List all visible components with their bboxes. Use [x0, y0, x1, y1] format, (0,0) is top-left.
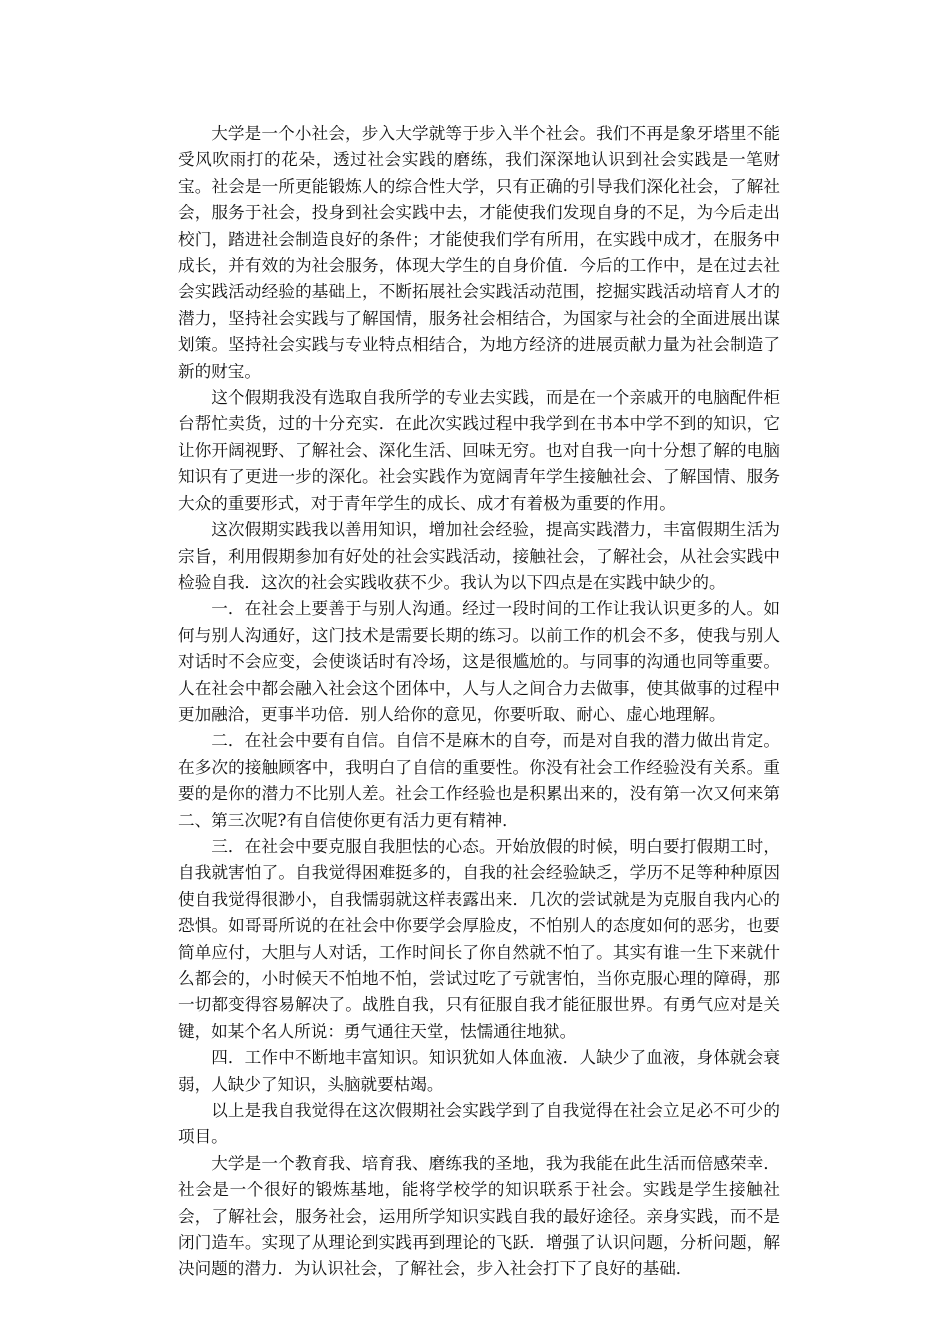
document-page	[178, 121, 780, 1283]
paragraph-conclusion: 大学是一个教育我、培育我、磨练我的圣地，我为我能在此生活而倍感荣幸．社会是一个很好的锻炼基地，能将学校学的知识联系于社会。实践是学生接触社会，了解社会，服务社会，运用所学知识实践自我的最好途径。亲身实践，而不是闭门造车。实现了从理论到实践再到理论的飞跃．增强了认识问题，分析问题，解决问题的潜力．为认识社会，了解社会，步入社会打下了良好的基础．	[178, 1153, 780, 1279]
paragraph-holiday-job: 这个假期我没有选取自我所学的专业去实践，而是在一个亲戚开的电脑配件柜台帮忙卖货，过的十分充实．在此次实践过程中我学到在书本中学不到的知识，它让你开阔视野、了解社会、深化生活、回味无穷。也对自我一向十分想了解的电脑知识有了更进一步的深化。社会实践作为宽阔青年学生接触社会、了解国情、服务大众的重要形式，对于青年学生的成长、成才有着极为重要的作用。	[178, 388, 780, 513]
paragraph-point-four: 四．工作中不断地丰富知识。知识犹如人体血液．人缺少了血液，身体就会衰弱，人缺少了知识，头脑就要枯竭。	[178, 1048, 780, 1094]
paragraph-summary: 以上是我自我觉得在这次假期社会实践学到了自我觉得在社会立足必不可少的项目。	[178, 1101, 780, 1147]
paragraph-point-one: 一．在社会上要善于与别人沟通。经过一段时间的工作让我认识更多的人。如何与别人沟通好，这门技术是需要长期的练习。以前工作的机会不多，使我与别人对话时不会应变，会使谈话时有冷场，这是很尴尬的。与同事的沟通也同等重要。人在社会中都会融入社会这个团体中，人与人之间合力去做事，使其做事的过程中更加融洽，更事半功倍．别人给你的意见，你要听取、耐心、虚心地理解。	[178, 599, 780, 724]
paragraph-intro: 大学是一个小社会，步入大学就等于步入半个社会。我们不再是象牙塔里不能受风吹雨打的花朵，透过社会实践的磨练，我们深深地认识到社会实践是一笔财宝。社会是一所更能锻炼人的综合性大学，只有正确的引导我们深化社会，了解社会，服务于社会，投身到社会实践中去，才能使我们发现自身的不足，为今后走出校门，踏进社会制造良好的条件；才能使我们学有所用，在实践中成才，在服务中成长，并有效的为社会服务，体现大学生的自身价值．今后的工作中，是在过去社会实践活动经验的基础上，不断拓展社会实践活动范围，挖掘实践活动培育人才的潜力，坚持社会实践与了解国情，服务社会相结合，为国家与社会的全面进展出谋划策。坚持社会实践与专业特点相结合，为地方经济的进展贡献力量为社会制造了新的财宝。	[178, 124, 780, 381]
paragraph-practice-purpose: 这次假期实践我以善用知识，增加社会经验，提高实践潜力，丰富假期生活为宗旨，利用假期参加有好处的社会实践活动，接触社会，了解社会，从社会实践中检验自我．这次的社会实践收获不少。我认为以下四点是在实践中缺少的。	[178, 520, 780, 592]
paragraph-point-three: 三．在社会中要克服自我胆怯的心态。开始放假的时候，明白要打假期工时，自我就害怕了。自我觉得困难挺多的，自我的社会经验缺乏，学历不足等种种原因使自我觉得很渺小，自我懦弱就这样表露出来．几次的尝试就是为克服自我内心的恐惧。如哥哥所说的在社会中你要学会厚脸皮，不怕别人的态度如何的恶劣，也要简单应付，大胆与人对话，工作时间长了你自然就不怕了。其实有谁一生下来就什么都会的，小时候天不怕地不怕，尝试过吃了亏就害怕，当你克服心理的障碍，那一切都变得容易解决了。战胜自我，只有征服自我才能征服世界。有勇气应对是关键，如某个名人所说：勇气通往天堂，怯懦通往地狱。	[178, 836, 780, 1041]
paragraph-point-two: 二．在社会中要有自信。自信不是麻木的自夸，而是对自我的潜力做出肯定。在多次的接触顾客中，我明白了自信的重要性。你没有社会工作经验没有关系。重要的是你的潜力不比别人差。社会工作经验也是积累出来的，没有第一次又何来第二、第三次呢?有自信使你更有活力更有精神．	[178, 731, 780, 830]
